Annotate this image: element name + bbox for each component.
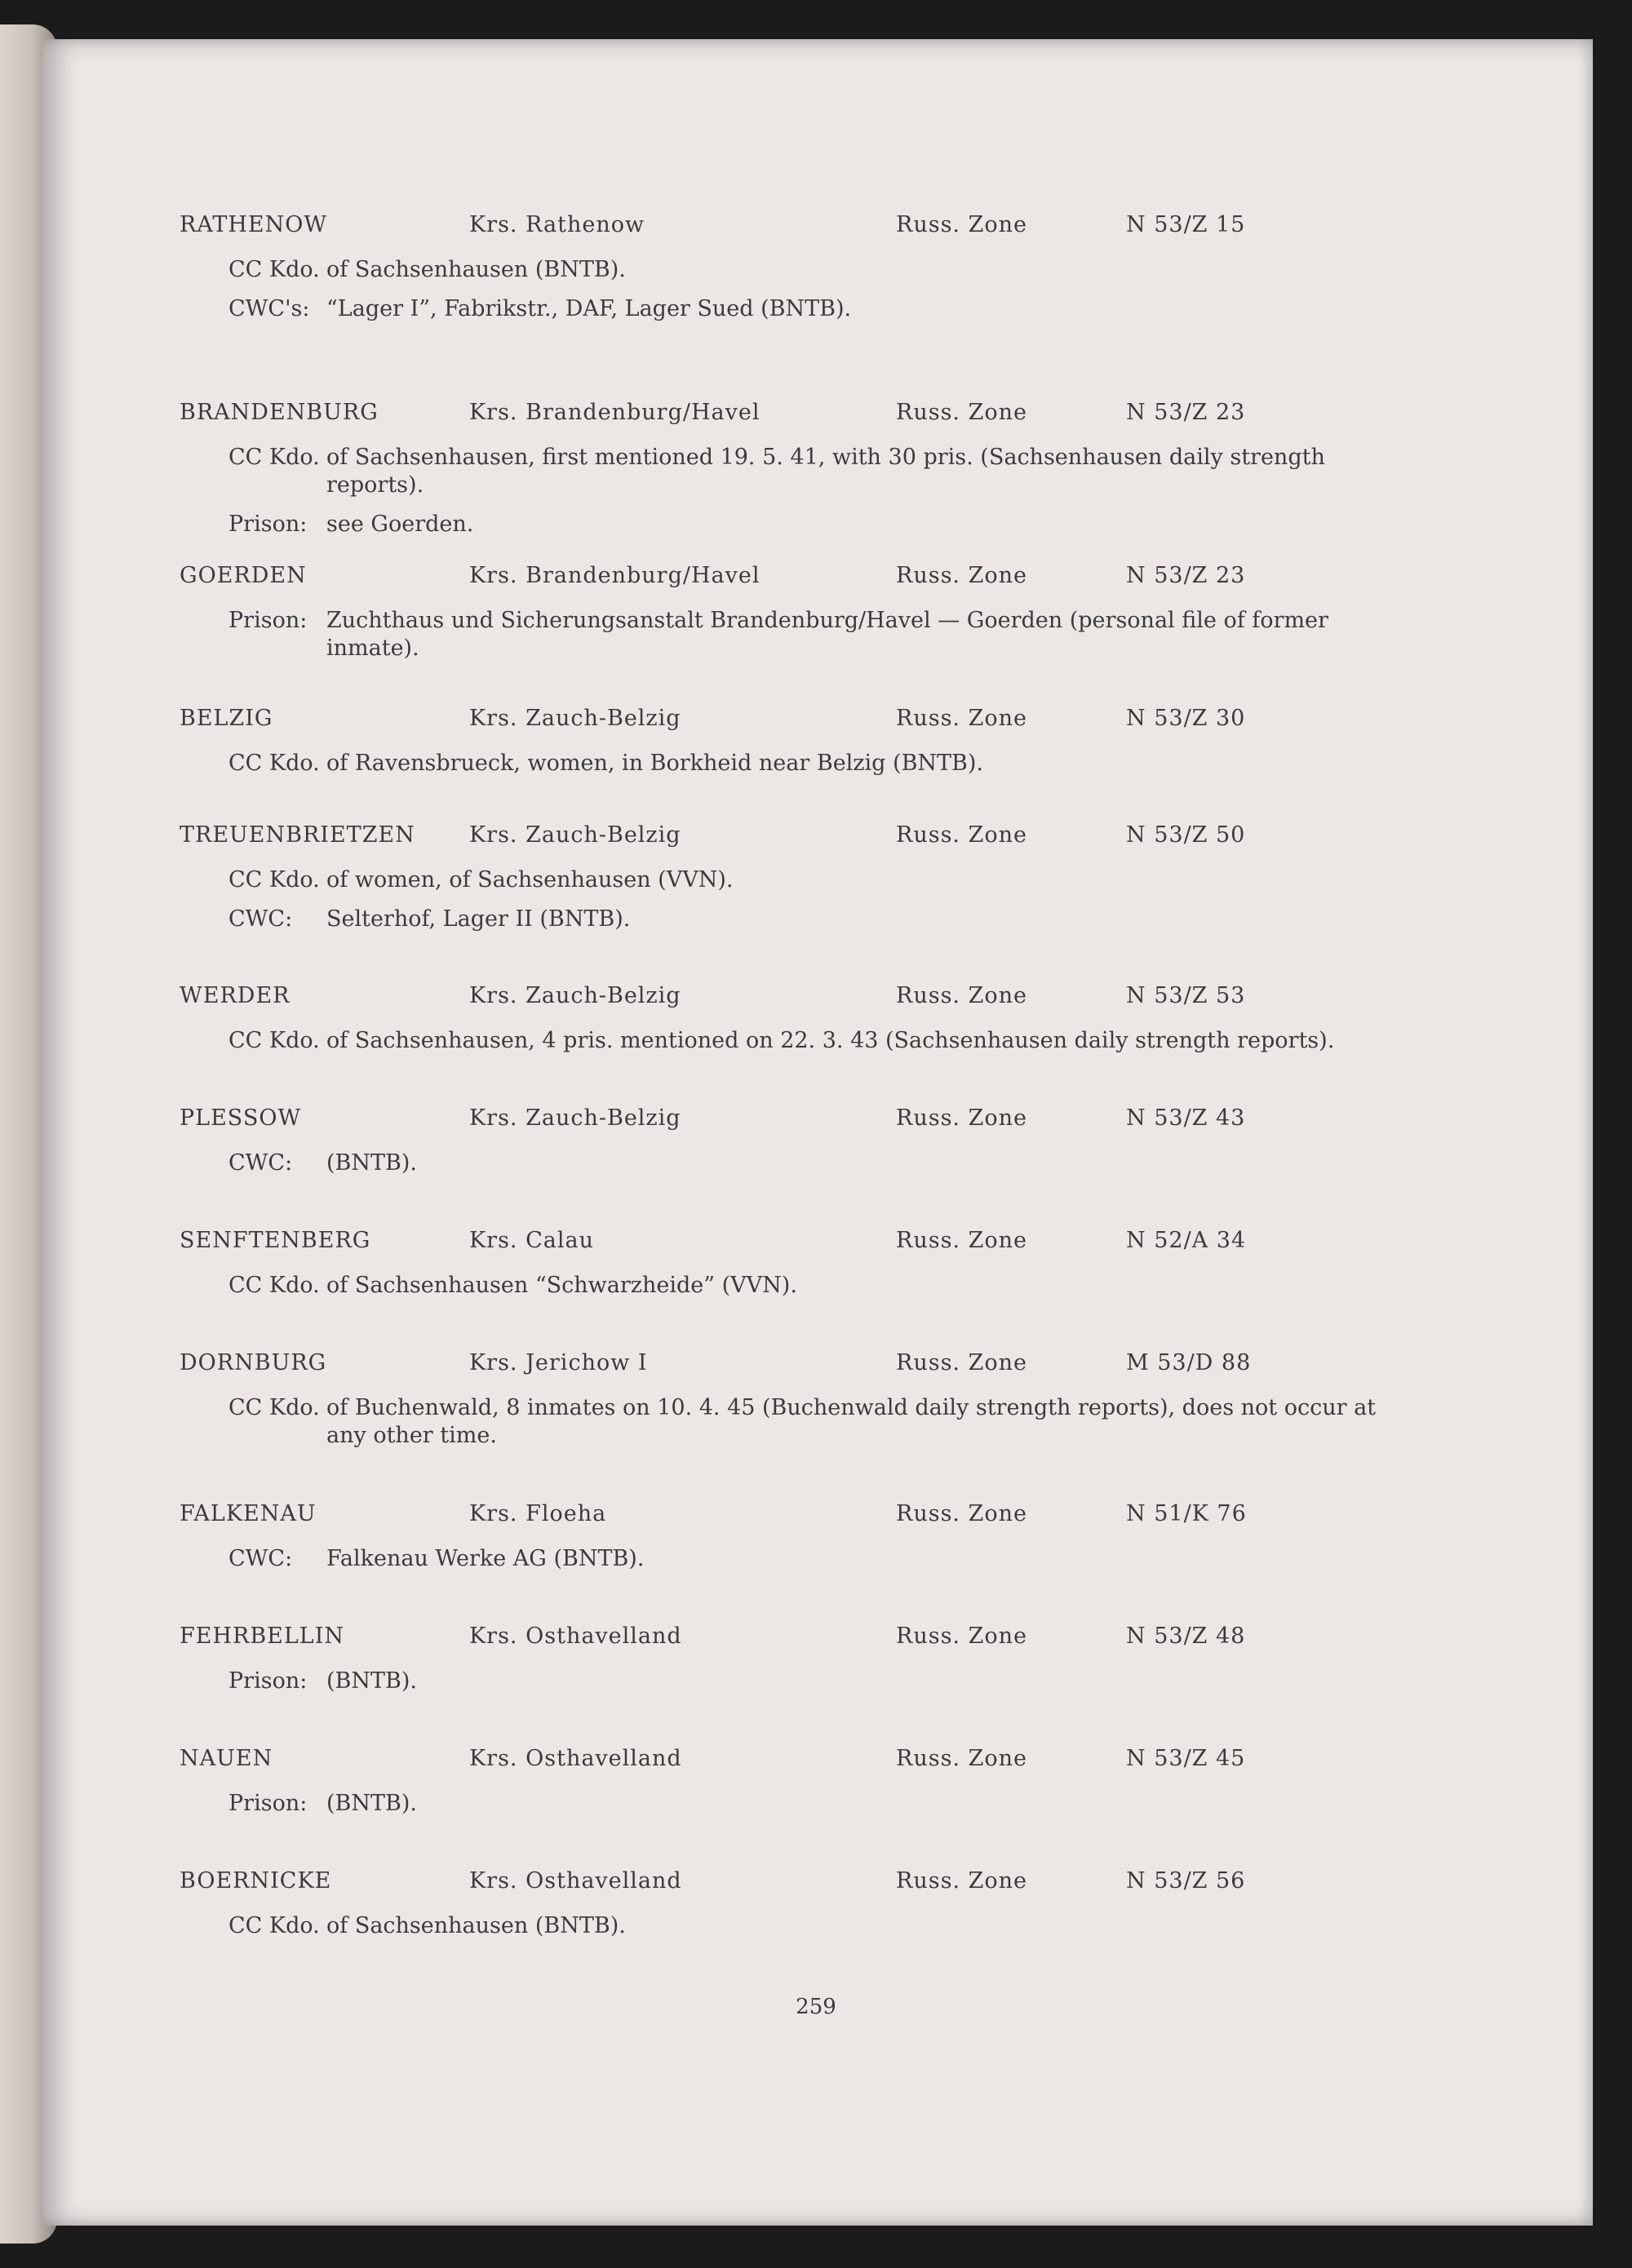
district: Krs. Calau xyxy=(469,1228,594,1253)
detail-label: CC Kdo. xyxy=(228,867,320,893)
entry xyxy=(0,983,1632,1055)
zone: Russ. Zone xyxy=(896,1228,1027,1253)
entry-detail xyxy=(0,295,1632,323)
detail-text: of Ravensbrueck, women, in Borkheid near Belzig (BNTB). xyxy=(326,751,984,776)
detail-label: Prison: xyxy=(228,608,308,633)
entry xyxy=(0,1868,1632,1940)
place-name: RATHENOW xyxy=(180,212,328,237)
detail-label: CC Kdo. xyxy=(228,1395,320,1420)
entry-header xyxy=(0,1105,1632,1138)
entry-detail xyxy=(0,1150,1632,1177)
entry xyxy=(0,400,1632,538)
district: Krs. Brandenburg/Havel xyxy=(469,563,761,588)
detail-text: of Sachsenhausen (BNTB). xyxy=(326,1913,626,1938)
place-name: SENFTENBERG xyxy=(180,1228,371,1253)
detail-label: CC Kdo. xyxy=(228,257,320,282)
entry xyxy=(0,1105,1632,1177)
place-name: WERDER xyxy=(180,983,290,1008)
detail-label: CC Kdo. xyxy=(228,1273,320,1298)
entry-detail xyxy=(0,1668,1632,1695)
detail-label: CC Kdo. xyxy=(228,445,320,470)
entry-header xyxy=(0,1623,1632,1656)
entry-detail xyxy=(0,1027,1632,1055)
detail-label: CWC: xyxy=(228,906,293,932)
zone: Russ. Zone xyxy=(896,983,1027,1008)
entry xyxy=(0,706,1632,777)
entry-header xyxy=(0,706,1632,738)
entry-header xyxy=(0,1350,1632,1383)
detail-text: of Sachsenhausen, 4 pris. mentioned on 22. 3. 43 (Sachsenhausen daily strength reports). xyxy=(326,1028,1335,1053)
map-grid-reference: N 52/A 34 xyxy=(1126,1228,1247,1253)
entry-detail xyxy=(0,1272,1632,1300)
map-grid-reference: N 53/Z 45 xyxy=(1126,1746,1246,1771)
detail-label: Prison: xyxy=(228,512,308,537)
district: Krs. Zauch-Belzig xyxy=(469,983,681,1008)
map-grid-reference: N 53/Z 43 xyxy=(1126,1105,1246,1131)
detail-label: Prison: xyxy=(228,1791,308,1816)
zone: Russ. Zone xyxy=(896,706,1027,731)
district: Krs. Zauch-Belzig xyxy=(469,706,681,731)
place-name: NAUEN xyxy=(180,1746,273,1771)
detail-text: Zuchthaus und Sicherungsanstalt Brandenburg/Havel — Goerden (personal file of former inmate). xyxy=(326,608,1328,661)
detail-text: (BNTB). xyxy=(326,1791,417,1816)
entry-header xyxy=(0,1868,1632,1901)
entry-header xyxy=(0,400,1632,432)
detail-text: of Sachsenhausen, first mentioned 19. 5. 41, with 30 pris. (Sachsenhausen daily strength reports). xyxy=(326,445,1325,498)
district: Krs. Osthavelland xyxy=(469,1623,682,1649)
detail-label: CWC: xyxy=(228,1150,293,1176)
entry-detail xyxy=(0,607,1632,662)
entry xyxy=(0,1228,1632,1300)
detail-text: of Sachsenhausen (BNTB). xyxy=(326,257,626,282)
detail-label: CWC: xyxy=(228,1546,293,1571)
entry-detail xyxy=(0,866,1632,894)
detail-label: Prison: xyxy=(228,1668,308,1694)
entry-header xyxy=(0,212,1632,245)
zone: Russ. Zone xyxy=(896,1501,1027,1526)
place-name: DORNBURG xyxy=(180,1350,327,1375)
place-name: BELZIG xyxy=(180,706,273,731)
map-grid-reference: N 53/Z 56 xyxy=(1126,1868,1246,1894)
entry-detail xyxy=(0,906,1632,933)
map-grid-reference: N 51/K 76 xyxy=(1126,1501,1247,1526)
entry-header xyxy=(0,1228,1632,1260)
zone: Russ. Zone xyxy=(896,1868,1027,1894)
entry-detail xyxy=(0,256,1632,284)
map-grid-reference: N 53/Z 50 xyxy=(1126,822,1246,848)
zone: Russ. Zone xyxy=(896,822,1027,848)
detail-text: Falkenau Werke AG (BNTB). xyxy=(326,1546,645,1571)
entry xyxy=(0,1501,1632,1573)
map-grid-reference: N 53/Z 23 xyxy=(1126,563,1246,588)
zone: Russ. Zone xyxy=(896,1623,1027,1649)
entry-header xyxy=(0,563,1632,596)
detail-label: CC Kdo. xyxy=(228,1028,320,1053)
place-name: FALKENAU xyxy=(180,1501,317,1526)
district: Krs. Rathenow xyxy=(469,212,645,237)
zone: Russ. Zone xyxy=(896,1105,1027,1131)
map-grid-reference: N 53/Z 30 xyxy=(1126,706,1246,731)
district: Krs. Zauch-Belzig xyxy=(469,1105,681,1131)
detail-text: of Buchenwald, 8 inmates on 10. 4. 45 (Buchenwald daily strength reports), does not occur at any other time. xyxy=(326,1395,1377,1448)
zone: Russ. Zone xyxy=(896,400,1027,425)
place-name: BRANDENBURG xyxy=(180,400,379,425)
detail-label: CC Kdo. xyxy=(228,751,320,776)
detail-text: of women, of Sachsenhausen (VVN). xyxy=(326,867,734,893)
entry-header xyxy=(0,983,1632,1016)
entry-detail xyxy=(0,750,1632,777)
entry-header xyxy=(0,822,1632,855)
map-grid-reference: N 53/Z 48 xyxy=(1126,1623,1246,1649)
entry xyxy=(0,1350,1632,1450)
detail-text: Selterhof, Lager II (BNTB). xyxy=(326,906,631,932)
place-name: FEHRBELLIN xyxy=(180,1623,345,1649)
entry-detail xyxy=(0,1790,1632,1818)
district: Krs. Zauch-Belzig xyxy=(469,822,681,848)
detail-text: (BNTB). xyxy=(326,1150,417,1176)
detail-text: of Sachsenhausen “Schwarzheide” (VVN). xyxy=(326,1273,797,1298)
entry xyxy=(0,1746,1632,1818)
entry-header xyxy=(0,1746,1632,1779)
entry xyxy=(0,563,1632,662)
map-grid-reference: M 53/D 88 xyxy=(1126,1350,1252,1375)
zone: Russ. Zone xyxy=(896,563,1027,588)
entry-detail xyxy=(0,1394,1632,1450)
detail-label: CWC's: xyxy=(228,296,310,321)
page-number: 259 xyxy=(796,1995,836,2019)
district: Krs. Jerichow I xyxy=(469,1350,648,1375)
map-grid-reference: N 53/Z 53 xyxy=(1126,983,1246,1008)
entry xyxy=(0,822,1632,933)
entry-detail xyxy=(0,444,1632,499)
entry xyxy=(0,212,1632,323)
district: Krs. Floeha xyxy=(469,1501,607,1526)
map-grid-reference: N 53/Z 23 xyxy=(1126,400,1246,425)
detail-text: “Lager I”, Fabrikstr., DAF, Lager Sued (BNTB). xyxy=(326,296,852,321)
district: Krs. Osthavelland xyxy=(469,1868,682,1894)
place-name: BOERNICKE xyxy=(180,1868,332,1894)
place-name: GOERDEN xyxy=(180,563,307,588)
entry-header xyxy=(0,1501,1632,1534)
district: Krs. Osthavelland xyxy=(469,1746,682,1771)
detail-text: see Goerden. xyxy=(326,512,474,537)
entry xyxy=(0,1623,1632,1695)
detail-label: CC Kdo. xyxy=(228,1913,320,1938)
place-name: TREUENBRIETZEN xyxy=(180,822,415,848)
map-grid-reference: N 53/Z 15 xyxy=(1126,212,1246,237)
place-name: PLESSOW xyxy=(180,1105,302,1131)
detail-text: (BNTB). xyxy=(326,1668,417,1694)
zone: Russ. Zone xyxy=(896,212,1027,237)
entry-detail xyxy=(0,1912,1632,1940)
zone: Russ. Zone xyxy=(896,1746,1027,1771)
entry-detail xyxy=(0,1545,1632,1573)
zone: Russ. Zone xyxy=(896,1350,1027,1375)
district: Krs. Brandenburg/Havel xyxy=(469,400,761,425)
entry-detail xyxy=(0,511,1632,538)
